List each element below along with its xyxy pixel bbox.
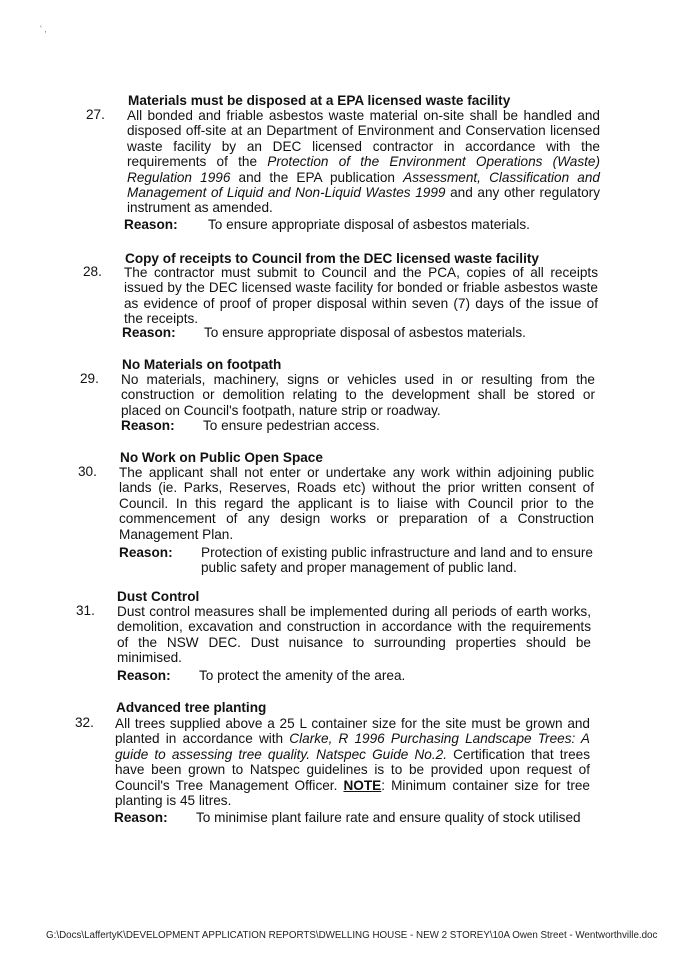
body-text: Certification that trees have been grown to Natspec guidelines is to be provided upon request of Council's Tree Management Officer. [115,746,590,793]
condition-number: 32. [75,715,94,730]
reason-label: Reason: [122,325,176,340]
condition-body [115,716,590,808]
condition-number: 28. [83,264,102,279]
reason-line [124,217,530,232]
condition-number: 31. [76,603,95,618]
reason-label: Reason: [119,545,173,560]
condition-heading: No Materials on footpath [122,357,282,372]
reason-line [122,325,526,340]
condition-heading: Materials must be disposed at a EPA licensed waste facility [128,93,511,108]
condition-heading: Dust Control [117,589,200,604]
reason-line [119,545,595,577]
condition-number: 30. [78,464,97,479]
reason-text: To ensure appropriate disposal of asbestos materials. [208,217,530,232]
italic-reference: Assessment, Classification and Management of Liquid and Non-Liquid Wastes 1999 [127,169,600,201]
reason-text: To ensure appropriate disposal of asbestos materials. [204,325,526,340]
body-text: The applicant shall not enter or undertake any work within adjoining public lands (ie. Parks, Reserves, Roads etc) without the prior written consent of Council. In this regard the applicant is to liaise with Council prior to the commencement of any design works or preparation of a Construction Management Plan. [119,465,594,542]
reason-label: Reason: [117,668,171,683]
file-path-footer: G:\Docs\LaffertyK\DEVELOPMENT APPLICATION REPORTS\DWELLING HOUSE - NEW 2 STOREY\10A Owen Street - Wentworthville.doc [46,930,658,941]
condition-body [124,265,598,327]
note-label: NOTE [343,777,382,793]
condition-number: 29. [80,371,99,386]
body-text: All bonded and friable asbestos waste material on-site shall be handled and disposed off-site at an Department of Environment and Conservation licensed waste facility by an DEC licensed contractor in accordance with the requirements of the [127,108,600,170]
italic-reference: Clarke, R 1996 Purchasing Landscape Trees: A guide to assessing tree quality. Natspec Guide No.2. [115,731,590,762]
reason-line [121,418,380,433]
condition-heading: Copy of receipts to Council from the DEC licensed waste facility [125,251,539,266]
condition-heading: No Work on Public Open Space [120,450,323,465]
italic-reference: Protection of the Environment Operations (Waste) Regulation 1996 [127,154,600,185]
reason-text: To minimise plant failure rate and ensure quality of stock utilised [196,810,581,825]
reason-line [117,668,405,683]
body-text: and any other regulatory instrument as amended. [127,185,601,216]
reason-label: Reason: [114,810,168,825]
condition-heading: Advanced tree planting [116,700,267,715]
condition-body [119,465,594,542]
body-text: All trees supplied above a 25 L container size for the site must be grown and planted in accordance with [115,716,590,747]
condition-number: 27. [86,107,105,122]
reason-text: To protect the amenity of the area. [199,668,406,683]
scan-specks: ' , [40,24,47,34]
body-text: The contractor must submit to Council and the PCA, copies of all receipts issued by the DEC licensed waste facility for bonded or friable asbestos waste as evidence of proof of proper disposal within seven (7) days of the issue of the receipts. [124,265,598,327]
reason-label: Reason: [121,418,175,433]
body-text: No materials, machinery, signs or vehicles used in or resulting from the construction or demolition relating to the development shall be stored or placed on Council's footpath, nature strip or roadway. [121,372,595,418]
reason-line [114,810,581,825]
body-text: and the EPA publication [230,169,404,185]
condition-body [121,372,595,418]
condition-body [127,108,600,216]
body-text: : Minimum container size for tree planting is 45 litres. [115,777,590,809]
reason-text: To ensure pedestrian access. [203,418,380,433]
reason-label: Reason: [124,217,178,232]
reason-text: Protection of existing public infrastructure and land and to ensure public safety and proper management of public land. [201,545,593,576]
condition-body [117,604,591,666]
body-text: Dust control measures shall be implemented during all periods of earth works, demolition, excavation and construction in accordance with the requirements of the NSW DEC. Dust nuisance to surrounding properties should be minimised. [117,604,591,666]
